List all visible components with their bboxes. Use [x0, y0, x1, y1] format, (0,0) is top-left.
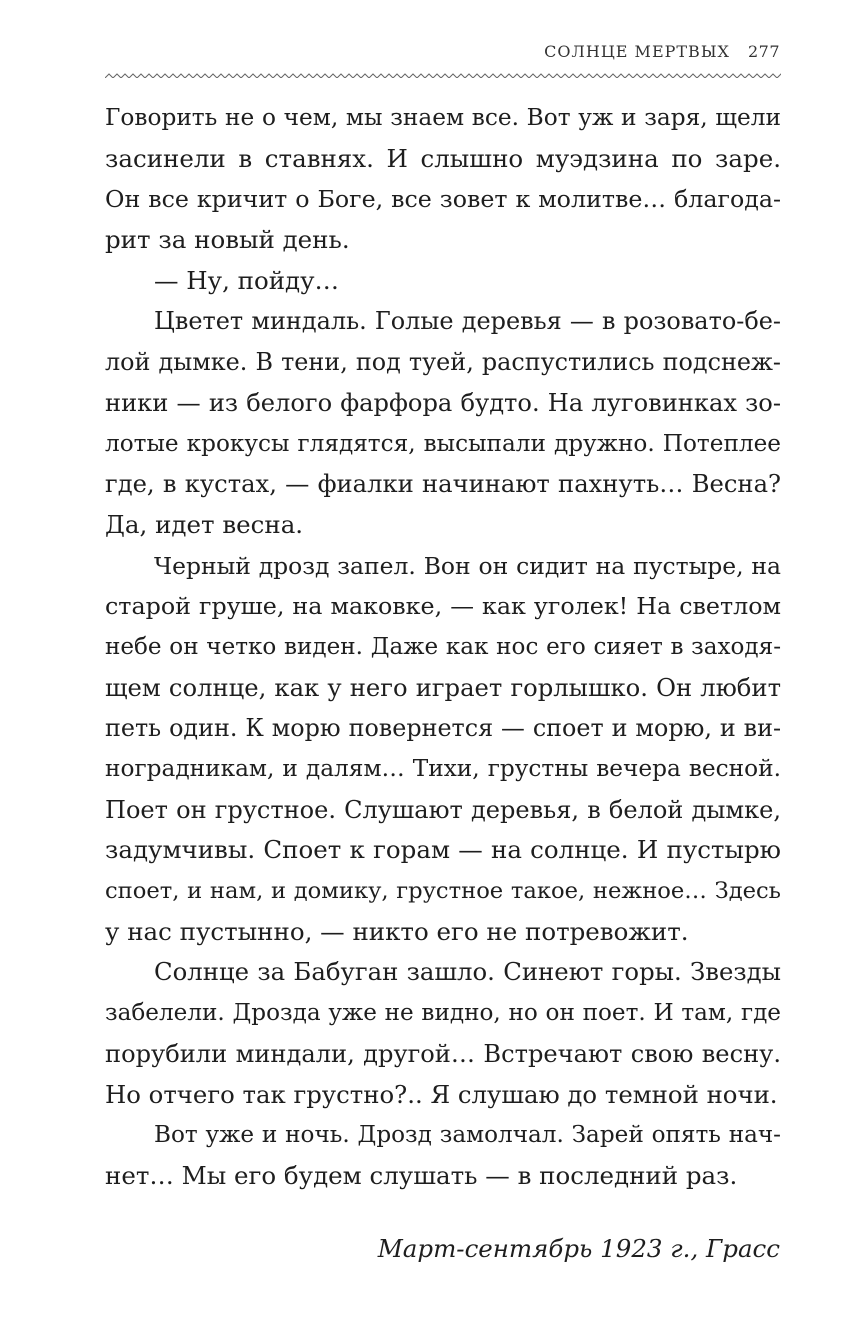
- text-line: Говорить не о чем, мы знаем все. Вот уж и заря, щели: [105, 104, 781, 131]
- text-line: Поет он грустное. Слушают деревья, в белой дымке,: [105, 795, 781, 824]
- text-line: щем солнце, как у него играет горлышко. Он любит: [105, 672, 781, 702]
- text-line: Он все кричит о Боге, все зовет к молитве… благода-: [105, 185, 781, 214]
- text-line: старой груше, на маковке, — как уголек! На светлом: [105, 592, 781, 621]
- ornamental-rule: [105, 68, 781, 78]
- text-line: споет, и нам, и домику, грустное такое, нежное… Здесь: [105, 878, 781, 905]
- text-line: ники — из белого фарфора будто. На луговинках зо-: [105, 388, 781, 417]
- text-line: петь один. К морю повернется — споет и морю, и ви-: [105, 714, 781, 743]
- text-line: нет… Мы его будем слушать — в последний раз.: [105, 1160, 738, 1190]
- text-line: лотые крокусы глядятся, высыпали дружно. Потеплее: [105, 430, 781, 457]
- text-line: порубили миндали, другой… Встречают свою весну.: [105, 1039, 781, 1068]
- text-line: рит за новый день.: [105, 225, 350, 255]
- running-head: [544, 42, 780, 61]
- text-line: забелели. Дрозда уже не видно, но он поет. И там, где: [105, 1000, 781, 1027]
- text-line: лой дымке. В тени, под туей, распустились подснеж-: [105, 348, 781, 377]
- text-line: у нас пустынно, — никто его не потревожит.: [105, 916, 689, 946]
- text-line: где, в кустах, — фиалки начинают пахнуть… Весна?: [105, 470, 781, 499]
- text-line: — Ну, пойду…: [154, 265, 340, 295]
- text-line: Черный дрозд запел. Вон он сидит на пустыре, на: [154, 551, 781, 580]
- text-line: Цветет миндаль. Голые деревья — в розовато-бе-: [154, 307, 781, 336]
- text-line: Но отчего так грустно?.. Я слушаю до темной ночи.: [105, 1079, 778, 1109]
- text-line: Солнце за Бабуган зашло. Синеют горы. Звезды: [154, 957, 781, 987]
- body-text: [105, 98, 781, 1197]
- text-line: Вот уже и ночь. Дрозд замолчал. Зарей опять нач-: [154, 1122, 781, 1149]
- text-line: ноградникам, и далям… Тихи, грустны вечера весной.: [105, 755, 781, 782]
- date-place-signature: Март-сентябрь 1923 г., Грасс: [377, 1234, 780, 1263]
- page-number: 277: [747, 42, 780, 61]
- text-line: небе он четко виден. Даже как нос его сияет в заходя-: [105, 633, 781, 660]
- text-line: задумчивы. Споет к горам — на солнце. И пустырю: [105, 835, 781, 865]
- text-line: Да, идет весна.: [105, 509, 304, 539]
- running-head-title: СОЛНЦЕ МЕРТВЫХ: [544, 42, 730, 61]
- text-line: засинели в ставнях. И слышно муэдзина по заре.: [105, 143, 781, 173]
